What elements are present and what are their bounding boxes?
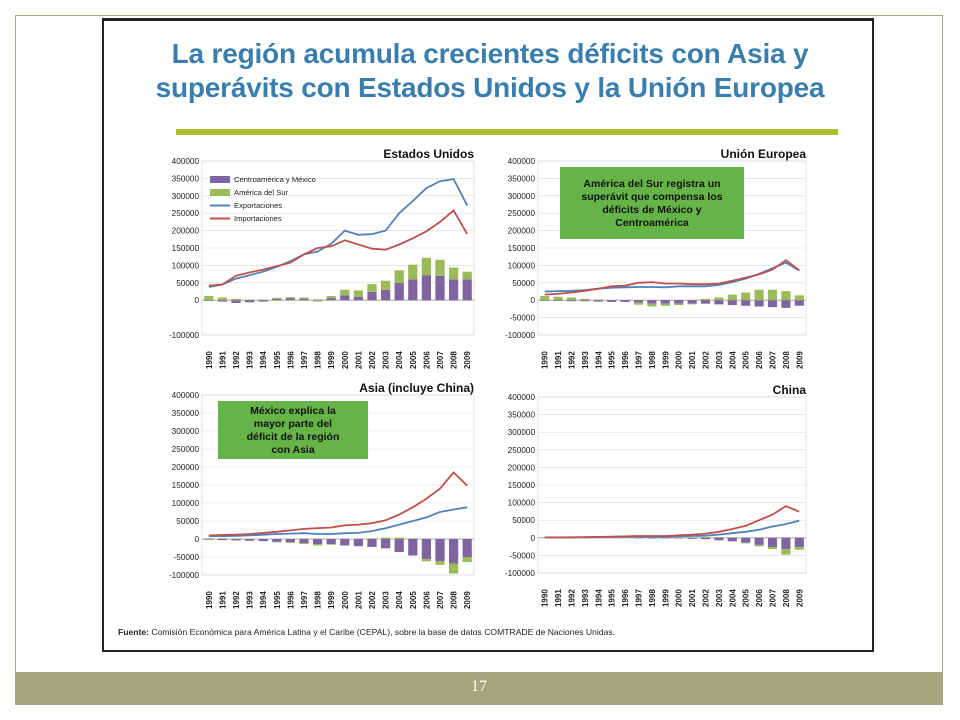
chart-title: China xyxy=(772,383,806,397)
x-tick-label: 2007 xyxy=(768,589,778,607)
chart-estados-unidos xyxy=(148,145,478,379)
bar-centroamerica-mexico xyxy=(340,295,349,300)
bar-centroamerica-mexico xyxy=(204,300,213,301)
x-tick-label: 1993 xyxy=(580,589,590,607)
bar-centroamerica-mexico xyxy=(286,298,295,300)
bar-sur xyxy=(741,293,750,301)
bar-centroamerica-mexico xyxy=(621,300,630,302)
legend-swatch xyxy=(210,189,230,196)
bar-centroamerica-mexico xyxy=(231,539,240,540)
bar-sur xyxy=(422,258,431,275)
bar-centroamerica-mexico xyxy=(580,300,589,301)
chart-china xyxy=(484,383,814,621)
bar-sur xyxy=(567,297,576,300)
x-tick-label: 1994 xyxy=(594,589,604,607)
bar-centroamerica-mexico xyxy=(701,538,710,539)
x-tick-label: 1996 xyxy=(286,591,296,609)
x-tick-label: 2007 xyxy=(436,591,445,609)
x-tick-label: 2008 xyxy=(781,589,791,607)
y-tick-label: 250000 xyxy=(507,445,535,455)
bar-sur xyxy=(327,296,336,298)
x-tick-label: 1993 xyxy=(580,351,590,369)
y-tick-label: 200000 xyxy=(507,226,535,236)
x-tick-label: 2008 xyxy=(449,591,459,609)
bar-centroamerica-mexico xyxy=(286,539,295,542)
bar-centroamerica-mexico xyxy=(634,300,643,302)
page-number: 17 xyxy=(471,678,487,695)
x-tick-label: 1992 xyxy=(567,351,577,369)
bar-sur xyxy=(422,559,431,561)
bar-sur xyxy=(701,537,710,538)
bar-sur xyxy=(594,300,603,301)
bar-sur xyxy=(245,300,254,301)
bar-centroamerica-mexico xyxy=(313,300,322,301)
x-tick-label: 1996 xyxy=(621,589,631,607)
y-tick-label: 350000 xyxy=(171,174,199,184)
bar-centroamerica-mexico xyxy=(768,300,777,307)
y-tick-label: 150000 xyxy=(171,481,199,490)
bar-centroamerica-mexico xyxy=(755,300,764,306)
bar-centroamerica-mexico xyxy=(741,300,750,306)
bar-centroamerica-mexico xyxy=(422,539,431,559)
x-tick-label: 1997 xyxy=(300,591,309,609)
bar-sur xyxy=(367,538,376,539)
bar-sur xyxy=(768,547,777,549)
bar-sur xyxy=(272,298,281,299)
bar-sur xyxy=(354,290,363,296)
x-tick-label: 1994 xyxy=(594,351,604,369)
x-tick-label: 2001 xyxy=(354,351,364,369)
bar-sur xyxy=(395,538,404,539)
bar-centroamerica-mexico xyxy=(435,276,444,300)
x-tick-label: 1990 xyxy=(204,351,214,369)
bar-centroamerica-mexico xyxy=(728,538,737,542)
y-tick-label: 50000 xyxy=(512,516,535,526)
chart-union-europea xyxy=(484,145,814,379)
x-tick-label: 1999 xyxy=(661,351,671,369)
bar-sur xyxy=(299,297,308,298)
x-tick-label: 1998 xyxy=(313,591,323,609)
x-tick-label: 2000 xyxy=(674,589,684,607)
x-tick-label: 1998 xyxy=(647,351,657,369)
x-tick-label: 2004 xyxy=(395,351,405,369)
bar-sur xyxy=(674,537,683,538)
bar-centroamerica-mexico xyxy=(647,538,656,539)
bar-centroamerica-mexico xyxy=(768,538,777,547)
bar-sur xyxy=(395,270,404,283)
bar-sur xyxy=(367,284,376,292)
y-tick-label: -50000 xyxy=(509,551,535,561)
y-tick-label: 200000 xyxy=(171,226,199,236)
x-tick-label: 2009 xyxy=(463,351,473,369)
bar-sur xyxy=(286,297,295,298)
x-tick-label: 1991 xyxy=(554,589,564,607)
x-tick-label: 1997 xyxy=(634,589,644,607)
x-tick-label: 2005 xyxy=(408,351,418,369)
bar-sur xyxy=(218,538,227,539)
x-tick-label: 1995 xyxy=(607,351,617,369)
x-tick-label: 1992 xyxy=(232,351,241,369)
bar-sur xyxy=(701,299,710,300)
legend-label: Exportaciones xyxy=(234,201,283,210)
y-tick-label: -100000 xyxy=(168,571,199,580)
bar-centroamerica-mexico xyxy=(594,300,603,301)
source-note xyxy=(118,627,615,637)
x-tick-label: 2001 xyxy=(688,589,698,607)
x-tick-label: 1997 xyxy=(634,351,644,369)
chart-svg xyxy=(148,145,478,379)
x-tick-label: 2003 xyxy=(381,351,391,369)
y-tick-label: 300000 xyxy=(507,191,535,201)
bar-sur xyxy=(647,304,656,307)
x-tick-label: 1992 xyxy=(232,591,241,609)
slide-title: La región acumula crecientes déficits con Asia y superávits con Estados Unidos y la Unión Europea xyxy=(155,38,825,103)
y-tick-label: -50000 xyxy=(173,553,199,562)
bar-centroamerica-mexico xyxy=(299,539,308,543)
x-tick-label: 1995 xyxy=(272,591,282,609)
bar-sur xyxy=(728,295,737,301)
y-tick-label: 300000 xyxy=(507,428,535,438)
x-tick-label: 2008 xyxy=(449,351,459,369)
bar-sur xyxy=(231,539,240,540)
y-tick-label: 100000 xyxy=(507,261,535,271)
bar-sur xyxy=(340,290,349,296)
bar-sur xyxy=(204,296,213,300)
bar-centroamerica-mexico xyxy=(567,300,576,301)
x-tick-label: 1993 xyxy=(245,591,255,609)
bar-centroamerica-mexico xyxy=(354,539,363,546)
legend-label: Centroamérica y México xyxy=(234,175,316,184)
bar-sur xyxy=(781,291,790,300)
bar-centroamerica-mexico xyxy=(272,539,281,542)
chart-asia xyxy=(148,381,478,619)
bar-sur xyxy=(634,303,643,305)
x-tick-label: 2005 xyxy=(741,351,751,369)
bar-sur xyxy=(463,272,472,280)
y-tick-label: 350000 xyxy=(507,174,535,184)
x-tick-label: 2002 xyxy=(368,351,377,369)
bar-centroamerica-mexico xyxy=(554,300,563,301)
x-tick-label: 1999 xyxy=(661,589,671,607)
callout-text: México explica la mayor parte del déficit de la región con Asia xyxy=(246,405,340,456)
bar-centroamerica-mexico xyxy=(367,539,376,547)
bar-sur xyxy=(231,299,240,300)
bar-sur xyxy=(795,295,804,300)
x-tick-label: 1996 xyxy=(286,351,296,369)
x-tick-label: 2003 xyxy=(381,591,391,609)
bar-centroamerica-mexico xyxy=(408,279,417,300)
x-tick-label: 2004 xyxy=(395,591,405,609)
bar-centroamerica-mexico xyxy=(354,297,363,300)
bar-centroamerica-mexico xyxy=(245,539,254,541)
bar-centroamerica-mexico xyxy=(463,539,472,557)
y-tick-label: 200000 xyxy=(507,463,535,473)
x-tick-label: 1990 xyxy=(540,589,550,607)
x-tick-label: 2002 xyxy=(368,591,377,609)
x-tick-label: 1999 xyxy=(327,351,337,369)
bar-centroamerica-mexico xyxy=(327,539,336,544)
y-tick-label: 0 xyxy=(530,533,535,543)
slide-content xyxy=(102,18,874,652)
bar-centroamerica-mexico xyxy=(741,538,750,543)
x-tick-label: 2000 xyxy=(340,351,350,369)
bar-sur xyxy=(381,281,390,290)
y-tick-label: 100000 xyxy=(507,498,535,508)
y-tick-label: 50000 xyxy=(512,278,535,288)
y-tick-label: 300000 xyxy=(171,191,199,201)
bar-centroamerica-mexico xyxy=(340,539,349,545)
y-tick-label: 300000 xyxy=(171,427,199,436)
bar-sur xyxy=(540,296,549,300)
x-tick-label: 2008 xyxy=(781,351,791,369)
bar-centroamerica-mexico xyxy=(381,539,390,548)
y-tick-label: 150000 xyxy=(507,481,535,490)
bar-sur xyxy=(204,538,213,539)
x-tick-label: 1990 xyxy=(204,591,214,609)
bar-sur xyxy=(408,538,417,539)
bar-sur xyxy=(218,297,227,300)
x-tick-label: 2000 xyxy=(674,351,684,369)
chart-svg xyxy=(148,381,478,619)
bar-centroamerica-mexico xyxy=(714,538,723,540)
bar-centroamerica-mexico xyxy=(259,539,268,541)
x-tick-label: 2004 xyxy=(728,589,738,607)
bar-sur xyxy=(795,547,804,550)
bar-centroamerica-mexico xyxy=(661,300,670,303)
legend-swatch xyxy=(210,176,230,183)
bar-centroamerica-mexico xyxy=(422,275,431,300)
bar-sur xyxy=(259,300,268,301)
y-tick-label: 0 xyxy=(530,296,535,306)
bar-sur xyxy=(661,304,670,306)
bar-sur xyxy=(435,260,444,276)
bar-sur xyxy=(714,297,723,300)
bar-centroamerica-mexico xyxy=(231,300,240,303)
x-tick-label: 1997 xyxy=(300,351,309,369)
bar-sur xyxy=(435,561,444,565)
x-tick-label: 2007 xyxy=(768,351,778,369)
bar-sur xyxy=(714,537,723,538)
x-tick-label: 2004 xyxy=(728,351,738,369)
bar-sur xyxy=(554,297,563,300)
bar-sur xyxy=(463,557,472,562)
chart-title: Unión Europea xyxy=(720,147,806,161)
bar-centroamerica-mexico xyxy=(755,538,764,545)
title-underline xyxy=(176,129,838,135)
x-tick-label: 2000 xyxy=(340,591,350,609)
bar-sur xyxy=(327,544,336,545)
bar-centroamerica-mexico xyxy=(395,283,404,300)
bar-centroamerica-mexico xyxy=(435,539,444,561)
bar-centroamerica-mexico xyxy=(607,300,616,302)
y-tick-label: 100000 xyxy=(171,261,199,271)
bar-centroamerica-mexico xyxy=(245,300,254,302)
x-tick-label: 1998 xyxy=(313,351,323,369)
bar-sur xyxy=(245,539,254,540)
source-label: Fuente: xyxy=(118,627,150,637)
y-tick-label: 400000 xyxy=(171,157,199,166)
y-tick-label: -100000 xyxy=(504,331,535,340)
x-tick-label: 2005 xyxy=(408,591,418,609)
bar-sur xyxy=(449,563,458,573)
x-tick-label: 2001 xyxy=(688,351,698,369)
chart-svg xyxy=(484,145,814,379)
bar-centroamerica-mexico xyxy=(381,290,390,300)
y-tick-label: 50000 xyxy=(176,517,199,526)
bar-centroamerica-mexico xyxy=(299,299,308,300)
x-tick-label: 1992 xyxy=(567,589,577,607)
x-tick-label: 1998 xyxy=(647,589,657,607)
bar-centroamerica-mexico xyxy=(367,292,376,300)
bar-sur xyxy=(408,265,417,280)
x-tick-label: 2007 xyxy=(436,351,445,369)
y-tick-label: 50000 xyxy=(176,278,199,288)
bar-centroamerica-mexico xyxy=(395,539,404,552)
y-tick-label: 250000 xyxy=(171,209,199,219)
x-tick-label: 2006 xyxy=(755,351,765,369)
bar-sur xyxy=(272,542,281,543)
y-tick-label: -50000 xyxy=(509,313,535,323)
bar-centroamerica-mexico xyxy=(795,538,804,547)
x-tick-label: 2005 xyxy=(741,589,751,607)
x-tick-label: 2009 xyxy=(795,351,805,369)
bar-sur xyxy=(449,267,458,279)
x-tick-label: 1991 xyxy=(218,351,228,369)
bar-sur xyxy=(299,543,308,544)
chart-title: Estados Unidos xyxy=(383,147,474,161)
y-tick-label: 200000 xyxy=(171,463,199,472)
bar-sur xyxy=(755,290,764,300)
bar-centroamerica-mexico xyxy=(327,298,336,300)
bar-sur xyxy=(688,304,697,305)
x-tick-label: 1991 xyxy=(218,591,228,609)
chart-svg xyxy=(484,383,814,621)
bar-centroamerica-mexico xyxy=(259,300,268,301)
bar-centroamerica-mexico xyxy=(781,300,790,308)
x-tick-label: 1995 xyxy=(607,589,617,607)
x-tick-label: 2006 xyxy=(422,351,432,369)
bar-sur xyxy=(286,542,295,543)
y-tick-label: 250000 xyxy=(171,445,199,454)
bar-centroamerica-mexico xyxy=(647,300,656,303)
bar-centroamerica-mexico xyxy=(408,539,417,556)
chart-title: Asia (incluye China) xyxy=(359,381,474,395)
bar-centroamerica-mexico xyxy=(272,299,281,300)
bar-sur xyxy=(580,299,589,300)
bar-centroamerica-mexico xyxy=(674,300,683,303)
bar-sur xyxy=(674,304,683,305)
bar-sur xyxy=(313,544,322,545)
footer-bar xyxy=(15,672,943,705)
x-tick-label: 2006 xyxy=(422,591,432,609)
bar-sur xyxy=(741,543,750,544)
x-tick-label: 1993 xyxy=(245,351,255,369)
bar-centroamerica-mexico xyxy=(449,279,458,300)
x-tick-label: 2006 xyxy=(755,589,765,607)
x-tick-label: 1991 xyxy=(554,351,564,369)
y-tick-label: 400000 xyxy=(507,157,535,166)
y-tick-label: 150000 xyxy=(171,244,199,253)
bar-centroamerica-mexico xyxy=(701,300,710,303)
x-tick-label: 1994 xyxy=(259,351,269,369)
x-tick-label: 2001 xyxy=(354,591,364,609)
bar-centroamerica-mexico xyxy=(463,279,472,300)
x-tick-label: 1996 xyxy=(621,351,631,369)
x-tick-label: 1990 xyxy=(540,351,550,369)
bar-centroamerica-mexico xyxy=(634,538,643,539)
bar-centroamerica-mexico xyxy=(661,538,670,539)
y-tick-label: 350000 xyxy=(171,409,199,418)
bar-sur xyxy=(688,537,697,538)
source-text: Comisión Económica para América Latina y el Caribe (CEPAL), sobre la base de datos COMTRADE de Naciones Unidas. xyxy=(149,627,616,637)
x-tick-label: 1995 xyxy=(272,351,282,369)
y-tick-label: -100000 xyxy=(168,331,199,340)
y-tick-label: 100000 xyxy=(171,499,199,508)
x-tick-label: 2003 xyxy=(714,589,724,607)
x-tick-label: 1994 xyxy=(259,591,269,609)
x-tick-label: 2009 xyxy=(795,589,805,607)
bar-centroamerica-mexico xyxy=(714,300,723,304)
bar-centroamerica-mexico xyxy=(781,538,790,549)
bar-centroamerica-mexico xyxy=(795,300,804,306)
y-tick-label: 150000 xyxy=(507,244,535,253)
bar-centroamerica-mexico xyxy=(218,300,227,301)
y-tick-label: 400000 xyxy=(171,391,199,400)
callout-text: América del Sur registra un superávit que compensa los déficits de México y Centroamérica xyxy=(581,178,723,229)
bar-centroamerica-mexico xyxy=(688,538,697,539)
y-tick-label: 350000 xyxy=(507,410,535,420)
legend-label: Importaciones xyxy=(234,214,282,223)
bar-centroamerica-mexico xyxy=(728,300,737,305)
bar-centroamerica-mexico xyxy=(313,539,322,544)
bar-centroamerica-mexico xyxy=(540,300,549,301)
y-tick-label: 400000 xyxy=(507,393,535,402)
bar-centroamerica-mexico xyxy=(449,539,458,563)
y-tick-label: -100000 xyxy=(504,569,535,578)
y-tick-label: 250000 xyxy=(507,209,535,219)
bar-sur xyxy=(755,545,764,546)
x-tick-label: 2002 xyxy=(701,351,711,369)
bar-sur xyxy=(781,549,790,555)
x-tick-label: 2009 xyxy=(463,591,473,609)
bar-sur xyxy=(768,290,777,300)
bar-centroamerica-mexico xyxy=(218,539,227,540)
bar-sur xyxy=(313,300,322,301)
x-tick-label: 2002 xyxy=(701,589,711,607)
y-tick-label: 0 xyxy=(194,296,199,306)
bar-centroamerica-mexico xyxy=(688,300,697,303)
x-tick-label: 2003 xyxy=(714,351,724,369)
bar-centroamerica-mexico xyxy=(204,539,213,540)
bar-sur xyxy=(381,538,390,539)
x-tick-label: 1999 xyxy=(327,591,337,609)
legend-label: América del Sur xyxy=(234,188,289,197)
y-tick-label: 0 xyxy=(194,535,199,544)
